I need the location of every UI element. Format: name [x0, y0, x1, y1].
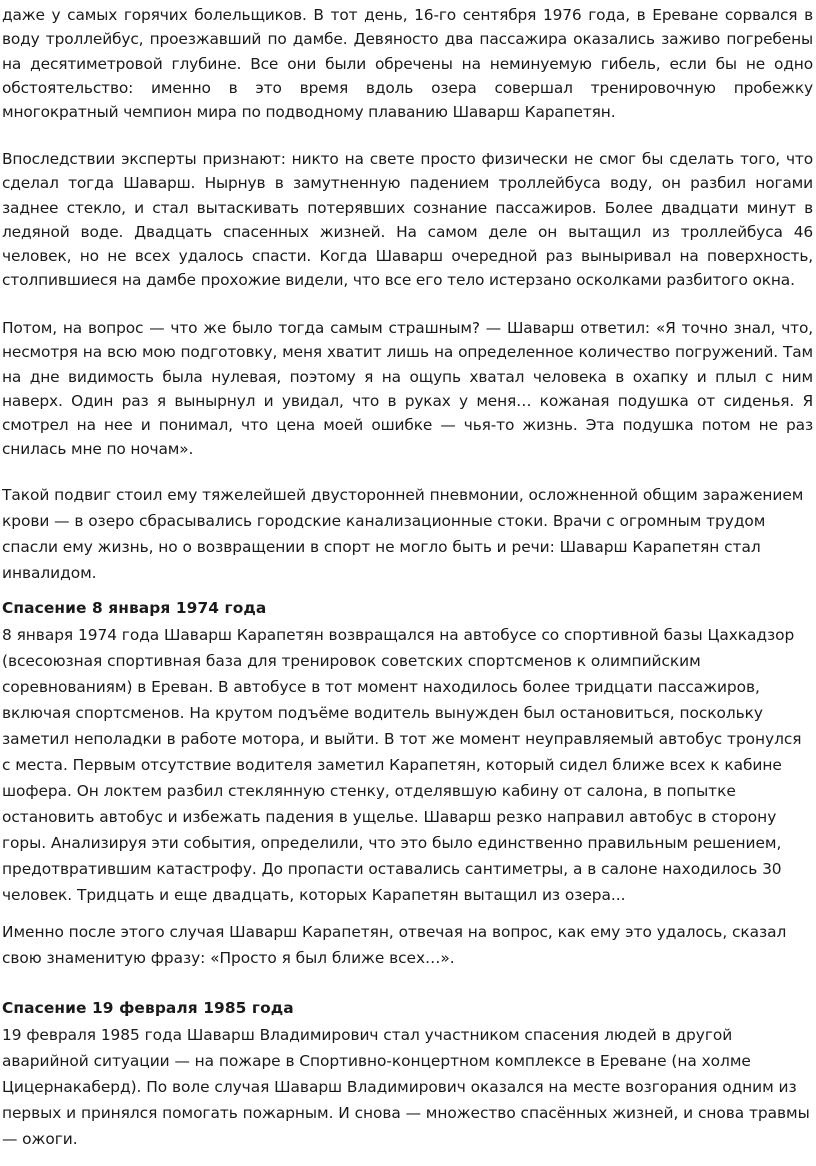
paragraph-rescue-details: Впоследствии эксперты признают: никто на свете просто физически не смог бы сделать того, что сделал тогда Шаварш. Нырнув в замутненную падением троллейбуса воду, он разбил ногами заднее стекло, и стал вытаскивать потерявших сознание пассажиров. Более двадцати минут в ледяной воде. Двадцать спасенных жизней. На самом деле он вытащил из троллейбуса 46 человек, но не всех удалось спасти. Когда Шаварш очередной раз выныривал на поверхность, столпившиеся на дамбе прохожие видели, что все его тело истерзано осколками разбитого окна. — [2, 150, 813, 290]
section-heading-1985: Спасение 19 февраля 1985 года — [2, 999, 294, 1017]
section-heading-1974: Спасение 8 января 1974 года — [2, 599, 267, 617]
paragraph-trolleybus-intro: даже у самых горячих болельщиков. В тот день, 16-го сентября 1976 года, в Ереване сорвался в воду троллейбус, проезжавший по дамбе. Девяносто два пассажира оказались заживо погребены на десятиметровой глубине. Все они были обречены на неминуемую гибель, если бы не одно обстоятельство: именно в это время вдоль озера совершал тренировочную пробежку многократный чемпион мира по подводному плаванию Шаварш Карапетян. — [2, 6, 813, 122]
paragraph-fire-rescue: 19 февраля 1985 года Шаварш Владимирович стал участником спасения людей в другой аварийной ситуации — на пожаре в Спортивно-концертном комплексе в Ереване (на холме Цицернакаберд). По воле случая Шаварш Владимирович оказался на месте возгорания одним из первых и принялся помогать пожарным. И снова — множество спасённых жизней, и снова травмы — ожоги. — [2, 1026, 810, 1148]
paragraph-bus-rescue: 8 января 1974 года Шаварш Карапетян возвращался на автобусе со спортивной базы Цахкадзор (всесоюзная спортивная база для тренировок советских спортсменов к олимпийским соревнованиям) в Ереван. В автобусе в тот момент находилось более тридцати пассажиров, включая спортсменов. На крутом подъёме водитель вынужден был остановиться, поскольку заметил неполадки в работе мотора, и выйти. В тот же момент неуправляемый автобус тронулся с места. Первым отсутствие водителя заметил Карапетян, который сидел ближе всех к кабине шофера. Он локтем разбил стеклянную стенку, отделявшую кабину от салона, в попытке остановить автобус и избежать падения в ущелье. Шаварш резко направил автобус в сторону горы. Анализируя эти события, определили, что это было единственно правильным решением, предотвратившим катастрофу. До пропасти оставались сантиметры, а в салоне находилось 30 человек. Тридцать и еще двадцать, которых Карапетян вытащил из озера... — [2, 626, 802, 904]
paragraph-famous-phrase: Именно после этого случая Шаварш Карапетян, отвечая на вопрос, как ему это удалось, сказал свою знаменитую фразу: «Просто я был ближе всех…». — [2, 923, 787, 967]
paragraph-illness: Такой подвиг стоил ему тяжелейшей двусторонней пневмонии, осложненной общим заражением крови — в озеро сбрасывались городские канализационные стоки. Врачи с огромным трудом спасли ему жизнь, но о возвращении в спорт не могло быть и речи: Шаварш Карапетян стал инвалидом. — [2, 486, 804, 582]
paragraph-quote: Потом, на вопрос — что же было тогда самым страшным? — Шаварш ответил: «Я точно знал, что, несмотря на всю мою подготовку, меня хватит лишь на определенное количество погружений. Там на дне видимость была нулевая, поэтому я на ощупь хватал человека в охапку и плыл с ним наверх. Один раз я вынырнул и увидал, что в руках у меня… кожаная подушка от сиденья. Я смотрел на нее и понимал, что цена моей ошибке — чья-то жизнь. Эта подушка потом не раз снилась мне по ночам». — [2, 319, 813, 459]
